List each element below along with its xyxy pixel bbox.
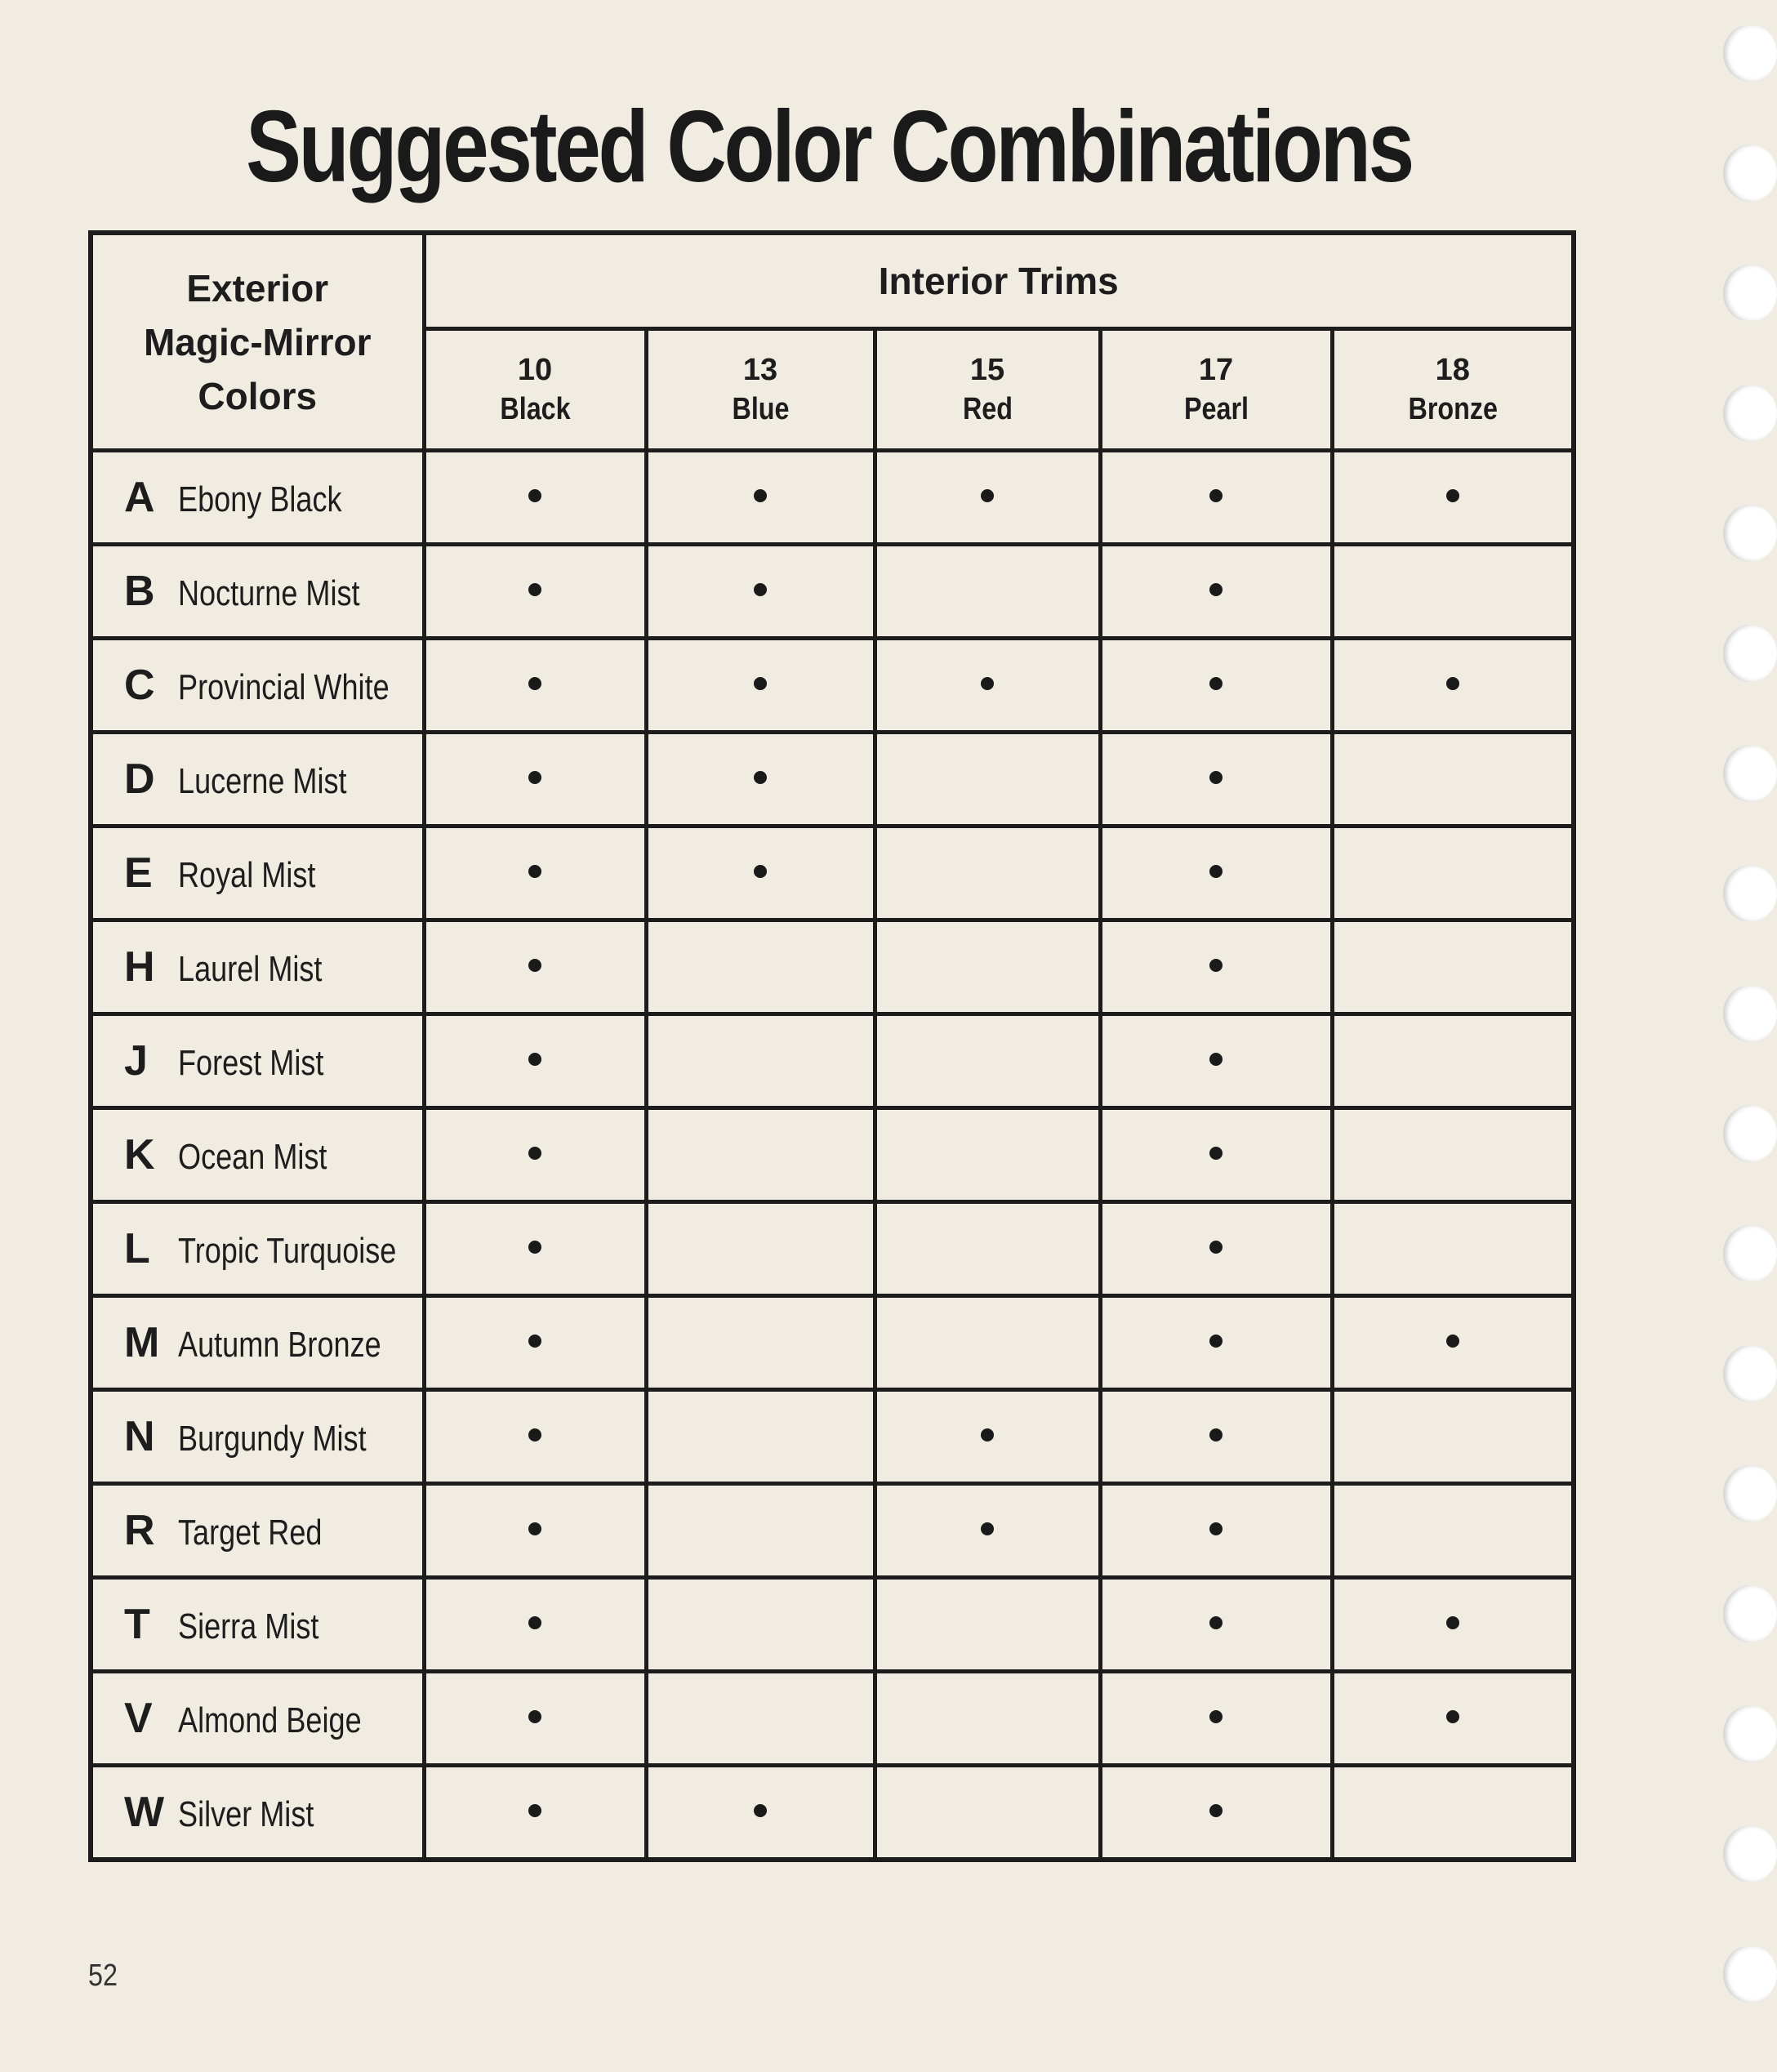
page-number: 52 [88,1958,118,1993]
combination-dot-icon [1209,1522,1223,1535]
color-code-letter: D [124,755,155,803]
color-name: Autumn Bronze [178,1325,381,1365]
combination-dot-icon [528,1616,541,1629]
combination-cell [646,1390,875,1484]
trim-code: 17 [1198,353,1234,387]
table-row [91,1390,1574,1484]
combination-cell [646,545,875,639]
color-code-letter: B [124,568,155,615]
exterior-color-label [91,1578,424,1672]
combination-dot-icon [1209,677,1223,690]
trim-name: Blue [731,392,789,426]
combination-dot-icon [528,1335,541,1348]
combination-cell [1332,639,1574,733]
combination-cell [1332,1672,1574,1766]
combination-cell [646,451,875,545]
table-row [91,1578,1574,1672]
combination-dot-icon [981,1428,994,1441]
combination-cell [875,1766,1100,1860]
trim-code: 13 [742,353,778,387]
table-row [91,1484,1574,1578]
combination-cell [1100,1108,1332,1202]
color-code-letter: E [124,849,153,897]
combination-dot-icon [1446,489,1459,502]
exterior-color-label [91,733,424,827]
table-row [91,639,1574,733]
interior-trims-header: Interior Trims [424,233,1574,329]
combination-dot-icon [1209,1804,1223,1817]
combination-cell [1332,733,1574,827]
combination-cell [875,1672,1100,1766]
color-code-letter: W [124,1789,165,1836]
combination-dot-icon [1209,865,1223,878]
combination-cell [1332,920,1574,1014]
combination-dot-icon [528,959,541,972]
combination-dot-icon [1209,1053,1223,1066]
combination-dot-icon [1209,771,1223,784]
combination-dot-icon [1209,1616,1223,1629]
table-row [91,1672,1574,1766]
combination-dot-icon [528,1804,541,1817]
trim-column-header [1332,329,1574,451]
table-row [91,1108,1574,1202]
color-code-letter: C [124,662,155,709]
binding-hole [1723,1705,1777,1762]
binding-hole [1723,385,1777,442]
binding-hole [1723,745,1777,802]
combination-cell [424,733,646,827]
combination-dot-icon [1209,959,1223,972]
exterior-color-label [91,1014,424,1108]
combination-cell [875,1296,1100,1390]
binding-hole [1723,1945,1777,2003]
exterior-color-label [91,1202,424,1296]
table-row [91,920,1574,1014]
color-code-letter: M [124,1319,160,1366]
exterior-color-label [91,920,424,1014]
color-name: Provincial White [178,667,390,707]
combination-dot-icon [1446,677,1459,690]
combination-cell [875,1108,1100,1202]
combination-cell [424,1672,646,1766]
color-name: Lucerne Mist [178,761,347,801]
combination-cell [424,1014,646,1108]
color-name: Target Red [178,1513,323,1553]
trim-name: Bronze [1408,392,1498,426]
table-row [91,1296,1574,1390]
color-name: Forest Mist [178,1043,324,1083]
color-name: Tropic Turquoise [178,1231,397,1271]
binding-hole [1723,1465,1777,1522]
trim-code: 18 [1435,353,1470,387]
combination-cell [1100,920,1332,1014]
combination-cell [424,1202,646,1296]
trim-column-header [646,329,875,451]
binding-hole [1723,1585,1777,1642]
combination-dot-icon [754,771,767,784]
table-row [91,827,1574,920]
table-row [91,733,1574,827]
trim-column-header [1100,329,1332,451]
table-row [91,1766,1574,1860]
combination-cell [1100,1766,1332,1860]
binding-hole [1723,985,1777,1042]
color-code-letter: K [124,1131,155,1179]
binding-hole [1723,505,1777,562]
combination-cell [424,1578,646,1672]
combination-dot-icon [754,1804,767,1817]
combination-cell [424,1484,646,1578]
combination-cell [1100,1202,1332,1296]
combination-dot-icon [1446,1616,1459,1629]
color-combinations-table [88,230,1576,1862]
trim-code: 15 [969,353,1005,387]
color-code-letter: H [124,943,155,991]
color-code-letter: V [124,1695,153,1742]
combination-cell [1100,545,1332,639]
combination-dot-icon [528,1241,541,1254]
trim-name: Pearl [1183,392,1249,426]
color-name: Almond Beige [178,1700,362,1740]
combination-cell [646,1484,875,1578]
corner-header-line: Colors [198,374,318,417]
combination-cell [875,1578,1100,1672]
binding-holes [1679,0,1777,2072]
exterior-color-label [91,1296,424,1390]
binding-hole [1723,25,1777,82]
combination-cell [1332,1202,1574,1296]
combination-cell [646,1766,875,1860]
combination-cell [646,1578,875,1672]
combination-dot-icon [981,1522,994,1535]
combination-cell [1100,639,1332,733]
color-code-letter: L [124,1225,150,1272]
combination-dot-icon [528,1522,541,1535]
trim-column-header [875,329,1100,451]
combination-dot-icon [1446,1710,1459,1723]
combination-cell [424,827,646,920]
trim-column-header [424,329,646,451]
color-name: Sierra Mist [178,1606,319,1646]
combination-cell [1332,1484,1574,1578]
combination-cell [646,639,875,733]
combination-cell [875,733,1100,827]
combination-cell [1332,451,1574,545]
combination-cell [424,920,646,1014]
combination-cell [1332,827,1574,920]
combination-dot-icon [1209,489,1223,502]
combination-cell [1332,545,1574,639]
combination-cell [1332,1766,1574,1860]
combination-cell [875,545,1100,639]
trim-code: 10 [517,353,553,387]
combination-dot-icon [1209,1335,1223,1348]
combination-dot-icon [981,489,994,502]
color-name: Laurel Mist [178,949,323,989]
color-code-letter: R [124,1507,155,1554]
combination-dot-icon [528,865,541,878]
combination-cell [1332,1390,1574,1484]
combination-dot-icon [528,1710,541,1723]
combination-cell [875,827,1100,920]
combination-dot-icon [754,677,767,690]
color-name: Royal Mist [178,855,316,895]
combination-cell [424,639,646,733]
table-row [91,451,1574,545]
color-name: Burgundy Mist [178,1419,367,1459]
combination-dot-icon [1209,1241,1223,1254]
combination-cell [424,1390,646,1484]
color-code-letter: J [124,1037,148,1085]
color-code-letter: N [124,1413,155,1460]
combination-cell [424,1766,646,1860]
combination-dot-icon [754,583,767,596]
combination-cell [646,1014,875,1108]
combination-dot-icon [528,1428,541,1441]
color-name: Nocturne Mist [178,573,360,613]
combination-cell [1100,1014,1332,1108]
combination-dot-icon [528,677,541,690]
exterior-colors-header [91,233,424,451]
combination-cell [875,451,1100,545]
combination-cell [424,1108,646,1202]
binding-hole [1723,265,1777,322]
table-row [91,1014,1574,1108]
combination-cell [424,451,646,545]
combination-cell [1332,1014,1574,1108]
combination-cell [424,1296,646,1390]
exterior-color-label [91,1672,424,1766]
table-row [91,1202,1574,1296]
combination-dot-icon [981,677,994,690]
trim-name: Red [962,392,1013,426]
combination-dot-icon [528,1053,541,1066]
combination-cell [424,545,646,639]
combination-dot-icon [754,489,767,502]
combination-cell [646,1202,875,1296]
binding-hole [1723,1225,1777,1282]
exterior-color-label [91,545,424,639]
combination-cell [1100,1672,1332,1766]
combination-dot-icon [754,865,767,878]
color-name: Silver Mist [178,1794,314,1834]
exterior-color-label [91,1766,424,1860]
combination-dot-icon [1446,1335,1459,1348]
combination-cell [1100,1484,1332,1578]
exterior-color-label [91,451,424,545]
combination-cell [1332,1108,1574,1202]
combination-dot-icon [528,489,541,502]
combination-cell [646,1672,875,1766]
binding-hole [1723,865,1777,922]
combination-dot-icon [1209,1147,1223,1160]
page-title: Suggested Color Combinations [246,91,1412,203]
combination-cell [1332,1578,1574,1672]
combination-cell [875,1014,1100,1108]
combination-cell [1100,733,1332,827]
combination-cell [875,1484,1100,1578]
color-name: Ebony Black [178,479,342,519]
combination-dot-icon [528,771,541,784]
combination-cell [1100,1390,1332,1484]
corner-header-line: Exterior [186,266,329,310]
table-row [91,545,1574,639]
exterior-color-label [91,639,424,733]
color-name: Ocean Mist [178,1137,327,1177]
combination-dot-icon [528,583,541,596]
combination-cell [1100,451,1332,545]
binding-hole [1723,1345,1777,1402]
combination-cell [1100,827,1332,920]
combination-cell [1100,1296,1332,1390]
combination-cell [875,1390,1100,1484]
combination-dot-icon [1209,1428,1223,1441]
combination-cell [875,920,1100,1014]
combination-cell [646,733,875,827]
binding-hole [1723,1825,1777,1883]
corner-header-line: Magic-Mirror [143,320,372,363]
trim-name: Black [499,392,571,426]
color-code-letter: A [124,474,155,521]
exterior-color-label [91,1390,424,1484]
combination-cell [646,827,875,920]
binding-hole [1723,1105,1777,1162]
exterior-color-label [91,827,424,920]
combination-cell [1100,1578,1332,1672]
combination-cell [646,920,875,1014]
combination-cell [875,1202,1100,1296]
combination-cell [646,1108,875,1202]
combination-dot-icon [1209,583,1223,596]
exterior-color-label [91,1484,424,1578]
binding-hole [1723,145,1777,202]
binding-hole [1723,625,1777,682]
combination-cell [646,1296,875,1390]
exterior-color-label [91,1108,424,1202]
combination-dot-icon [1209,1710,1223,1723]
combination-cell [875,639,1100,733]
combination-cell [1332,1296,1574,1390]
color-code-letter: T [124,1601,150,1648]
combination-dot-icon [528,1147,541,1160]
